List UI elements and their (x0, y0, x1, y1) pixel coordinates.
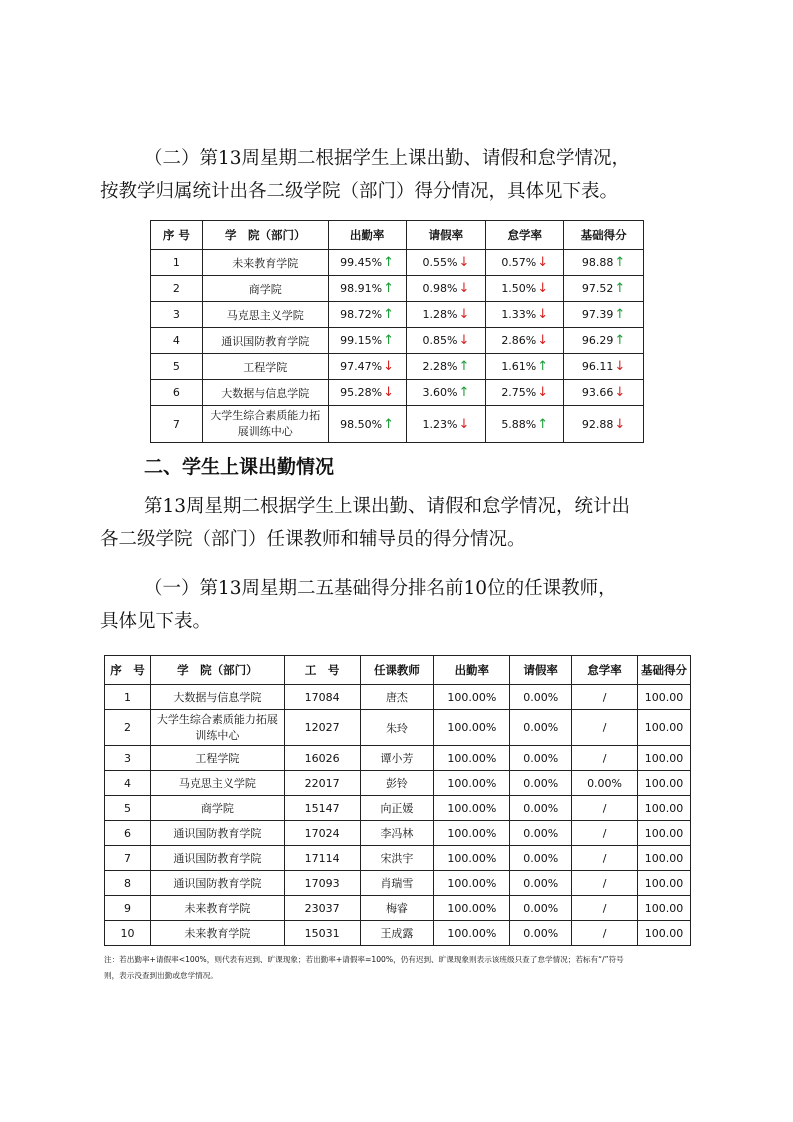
table2-row (105, 896, 691, 921)
attendance-rate-cell (328, 276, 406, 302)
trend-down-icon: ↓ (458, 255, 470, 270)
teacher-score-table (104, 655, 691, 946)
paragraph-2-line-1: 第13周星期二根据学生上课出勤、请假和怠学情况，统计出 (144, 496, 631, 517)
base-score: 100.00 (637, 685, 690, 710)
attendance-rate: 100.00% (434, 685, 510, 710)
base-score-cell (564, 380, 644, 406)
employee-id: 17024 (284, 821, 360, 846)
leave-rate-cell (406, 250, 486, 276)
department-name: 大数据与信息学院 (150, 685, 284, 710)
base-score: 96.11 (581, 360, 614, 373)
attendance-rate-cell (328, 354, 406, 380)
trend-up-icon: ↑ (537, 416, 549, 432)
attendance-rate: 100.00% (434, 771, 510, 796)
row-number: 5 (151, 354, 203, 380)
footnote-line-1: 注：若出勤率+请假率<100%，则代表有迟到、旷课现象；若出勤率+请假率=100%，仍有迟到、旷课现象则表示该班级只查了怠学情况；若标有“/”符号 (104, 955, 624, 964)
attendance-rate-cell (328, 250, 406, 276)
department-name: 商学院 (202, 276, 328, 302)
base-score-cell (564, 276, 644, 302)
truancy-rate-cell (486, 380, 564, 406)
leave-rate: 1.23% (422, 417, 458, 431)
base-score: 100.00 (637, 821, 690, 846)
trend-down-icon: ↓ (383, 359, 394, 374)
row-number: 2 (151, 276, 203, 302)
truancy-rate: / (572, 846, 638, 871)
employee-id: 22017 (284, 771, 360, 796)
trend-up-icon: ↑ (614, 255, 626, 270)
teacher-name: 肖瑞雪 (360, 871, 434, 896)
trend-up-icon: ↑ (614, 281, 626, 296)
truancy-rate: / (572, 746, 638, 771)
attendance-rate: 100.00% (434, 921, 510, 946)
base-score-cell (564, 406, 644, 443)
truancy-rate: 1.33% (501, 308, 537, 321)
teacher-name: 彭铃 (360, 771, 434, 796)
paragraph-1-line-1: （二）第13周星期二根据学生上课出勤、请假和怠学情况， (144, 148, 631, 169)
base-score: 100.00 (637, 710, 690, 746)
table2-header-teacher: 任课教师 (360, 656, 434, 685)
attendance-rate: 99.45% (340, 256, 383, 269)
leave-rate-cell (406, 276, 486, 302)
table1-header-leave: 请假率 (406, 221, 486, 250)
paragraph-1-line-2: 按教学归属统计出各二级学院（部门）得分情况，具体见下表。 (100, 181, 619, 202)
trend-up-icon: ↑ (383, 281, 394, 296)
employee-id: 17093 (284, 871, 360, 896)
truancy-rate: 5.88% (501, 417, 537, 431)
department-name: 通识国防教育学院 (150, 871, 284, 896)
table2-row (105, 821, 691, 846)
table1-row (151, 380, 644, 406)
trend-down-icon: ↓ (458, 307, 470, 322)
base-score: 92.88 (581, 417, 614, 431)
attendance-rate: 100.00% (434, 896, 510, 921)
table2-row (105, 746, 691, 771)
trend-up-icon: ↑ (458, 359, 470, 374)
trend-down-icon: ↓ (458, 281, 470, 296)
truancy-rate: 1.50% (501, 282, 537, 295)
row-number: 3 (105, 746, 151, 771)
truancy-rate: 0.00% (572, 771, 638, 796)
trend-down-icon: ↓ (614, 359, 626, 374)
attendance-rate: 97.47% (340, 360, 383, 373)
leave-rate: 0.00% (510, 710, 572, 746)
teacher-name: 梅睿 (360, 896, 434, 921)
table2-row (105, 796, 691, 821)
department-name: 大数据与信息学院 (202, 380, 328, 406)
trend-down-icon: ↓ (537, 385, 549, 400)
trend-down-icon: ↓ (458, 333, 470, 348)
table2-header-attend: 出勤率 (434, 656, 510, 685)
row-number: 1 (151, 250, 203, 276)
trend-up-icon: ↑ (614, 307, 626, 322)
truancy-rate: 1.61% (501, 360, 537, 373)
teacher-name: 向正媛 (360, 796, 434, 821)
table1-row (151, 406, 644, 443)
row-number: 10 (105, 921, 151, 946)
table2-header-truant: 怠学率 (572, 656, 638, 685)
leave-rate: 0.85% (422, 334, 458, 347)
truancy-rate: 2.75% (501, 386, 537, 399)
base-score: 100.00 (637, 896, 690, 921)
trend-up-icon: ↑ (458, 385, 470, 400)
leave-rate: 0.00% (510, 871, 572, 896)
leave-rate-cell (406, 328, 486, 354)
trend-up-icon: ↑ (537, 359, 549, 374)
trend-down-icon: ↓ (383, 385, 394, 400)
leave-rate-cell (406, 380, 486, 406)
teacher-name: 李冯林 (360, 821, 434, 846)
leave-rate: 0.00% (510, 771, 572, 796)
leave-rate: 0.00% (510, 796, 572, 821)
leave-rate: 0.00% (510, 746, 572, 771)
employee-id: 17084 (284, 685, 360, 710)
table-footnote (104, 952, 694, 984)
teacher-name: 谭小芳 (360, 746, 434, 771)
trend-up-icon: ↑ (383, 307, 394, 322)
table2-row (105, 710, 691, 746)
leave-rate: 1.28% (422, 308, 458, 321)
truancy-rate: / (572, 821, 638, 846)
trend-down-icon: ↓ (458, 416, 470, 432)
department-name: 未来教育学院 (202, 250, 328, 276)
trend-up-icon: ↑ (614, 333, 626, 348)
attendance-rate: 98.50% (340, 417, 383, 431)
department-name: 通识国防教育学院 (150, 821, 284, 846)
table1-row (151, 250, 644, 276)
paragraph-3-line-2: 具体见下表。 (100, 611, 212, 632)
teacher-name: 朱玲 (360, 710, 434, 746)
table1-header-score: 基础得分 (564, 221, 644, 250)
trend-up-icon: ↑ (383, 255, 394, 270)
department-name: 未来教育学院 (150, 896, 284, 921)
row-number: 7 (151, 406, 203, 443)
attendance-rate-cell (328, 328, 406, 354)
leave-rate-cell (406, 406, 486, 443)
row-number: 9 (105, 896, 151, 921)
department-name: 未来教育学院 (150, 921, 284, 946)
trend-down-icon: ↓ (537, 333, 549, 348)
base-score: 97.52 (581, 282, 614, 295)
attendance-rate: 100.00% (434, 871, 510, 896)
employee-id: 12027 (284, 710, 360, 746)
trend-up-icon: ↑ (383, 333, 394, 348)
row-number: 8 (105, 871, 151, 896)
attendance-rate: 99.15% (340, 334, 383, 347)
department-name: 商学院 (150, 796, 284, 821)
row-number: 4 (151, 328, 203, 354)
truancy-rate-cell (486, 302, 564, 328)
truancy-rate-cell (486, 276, 564, 302)
paragraph-2 (100, 490, 700, 556)
employee-id: 23037 (284, 896, 360, 921)
leave-rate-cell (406, 354, 486, 380)
base-score-cell (564, 354, 644, 380)
trend-down-icon: ↓ (537, 281, 549, 296)
base-score: 98.88 (581, 256, 614, 269)
department-name: 马克思主义学院 (150, 771, 284, 796)
trend-down-icon: ↓ (537, 255, 549, 270)
table1-header-dept: 学 院（部门） (202, 221, 328, 250)
attendance-rate: 95.28% (340, 386, 383, 399)
row-number: 1 (105, 685, 151, 710)
truancy-rate: 0.57% (501, 256, 537, 269)
paragraph-3-line-1: （一）第13周星期二五基础得分排名前10位的任课教师， (144, 578, 617, 599)
table2-header-dept: 学 院（部门） (150, 656, 284, 685)
table2-header-id: 工 号 (284, 656, 360, 685)
table2-row (105, 685, 691, 710)
leave-rate: 0.98% (422, 282, 458, 295)
base-score: 100.00 (637, 771, 690, 796)
employee-id: 17114 (284, 846, 360, 871)
employee-id: 16026 (284, 746, 360, 771)
trend-down-icon: ↓ (537, 307, 549, 322)
attendance-rate-cell (328, 406, 406, 443)
department-name: 大学生综合素质能力拓展训练中心 (202, 406, 328, 443)
table1-header-truant: 怠学率 (486, 221, 564, 250)
attendance-rate: 100.00% (434, 796, 510, 821)
row-number: 2 (105, 710, 151, 746)
attendance-rate: 98.72% (340, 308, 383, 321)
leave-rate-cell (406, 302, 486, 328)
row-number: 5 (105, 796, 151, 821)
truancy-rate: / (572, 921, 638, 946)
paragraph-2-line-2: 各二级学院（部门）任课教师和辅导员的得分情况。 (100, 529, 526, 550)
table2-row (105, 771, 691, 796)
attendance-rate-cell (328, 302, 406, 328)
truancy-rate: / (572, 871, 638, 896)
department-name: 通识国防教育学院 (202, 328, 328, 354)
table1-header-attend: 出勤率 (328, 221, 406, 250)
truancy-rate-cell (486, 406, 564, 443)
attendance-rate: 100.00% (434, 821, 510, 846)
section-heading-2: 二、学生上课出勤情况 (144, 456, 335, 478)
table2-row (105, 846, 691, 871)
base-score: 100.00 (637, 921, 690, 946)
teacher-name: 王成露 (360, 921, 434, 946)
leave-rate: 2.28% (422, 360, 458, 373)
table2-header-row (105, 656, 691, 685)
attendance-rate: 100.00% (434, 846, 510, 871)
leave-rate: 0.00% (510, 821, 572, 846)
base-score: 100.00 (637, 796, 690, 821)
row-number: 3 (151, 302, 203, 328)
table1-header-no: 序 号 (151, 221, 203, 250)
row-number: 7 (105, 846, 151, 871)
table2-row (105, 921, 691, 946)
base-score: 96.29 (581, 334, 614, 347)
base-score: 100.00 (637, 746, 690, 771)
base-score-cell (564, 302, 644, 328)
truancy-rate-cell (486, 250, 564, 276)
table2-row (105, 871, 691, 896)
teacher-name: 宋洪宇 (360, 846, 434, 871)
table1-row (151, 328, 644, 354)
leave-rate: 0.00% (510, 896, 572, 921)
leave-rate: 3.60% (422, 386, 458, 399)
department-name: 通识国防教育学院 (150, 846, 284, 871)
table1-row (151, 276, 644, 302)
table1-header-row (151, 221, 644, 250)
paragraph-1 (100, 142, 700, 208)
row-number: 6 (151, 380, 203, 406)
truancy-rate: / (572, 896, 638, 921)
trend-down-icon: ↓ (614, 416, 626, 432)
truancy-rate: / (572, 796, 638, 821)
attendance-rate: 100.00% (434, 710, 510, 746)
department-name: 工程学院 (150, 746, 284, 771)
truancy-rate: 2.86% (501, 334, 537, 347)
employee-id: 15031 (284, 921, 360, 946)
paragraph-3 (100, 572, 700, 638)
table2-header-no: 序 号 (105, 656, 151, 685)
table1-row (151, 354, 644, 380)
attendance-rate-cell (328, 380, 406, 406)
truancy-rate-cell (486, 354, 564, 380)
leave-rate: 0.00% (510, 685, 572, 710)
trend-down-icon: ↓ (614, 385, 626, 400)
truancy-rate: / (572, 685, 638, 710)
row-number: 4 (105, 771, 151, 796)
leave-rate: 0.55% (422, 256, 458, 269)
department-score-table (150, 220, 644, 443)
base-score-cell (564, 328, 644, 354)
truancy-rate: / (572, 710, 638, 746)
department-name: 大学生综合素质能力拓展训练中心 (150, 710, 284, 746)
teacher-name: 唐杰 (360, 685, 434, 710)
base-score: 100.00 (637, 846, 690, 871)
attendance-rate: 100.00% (434, 746, 510, 771)
attendance-rate: 98.91% (340, 282, 383, 295)
table1-row (151, 302, 644, 328)
base-score-cell (564, 250, 644, 276)
table2-header-leave: 请假率 (510, 656, 572, 685)
trend-up-icon: ↑ (383, 416, 394, 432)
base-score: 100.00 (637, 871, 690, 896)
table2-header-score: 基础得分 (637, 656, 690, 685)
base-score: 97.39 (581, 308, 614, 321)
truancy-rate-cell (486, 328, 564, 354)
leave-rate: 0.00% (510, 921, 572, 946)
leave-rate: 0.00% (510, 846, 572, 871)
department-name: 工程学院 (202, 354, 328, 380)
row-number: 6 (105, 821, 151, 846)
employee-id: 15147 (284, 796, 360, 821)
department-name: 马克思主义学院 (202, 302, 328, 328)
base-score: 93.66 (581, 386, 614, 399)
footnote-line-2: 则，表示没查到出勤或怠学情况。 (104, 971, 218, 980)
